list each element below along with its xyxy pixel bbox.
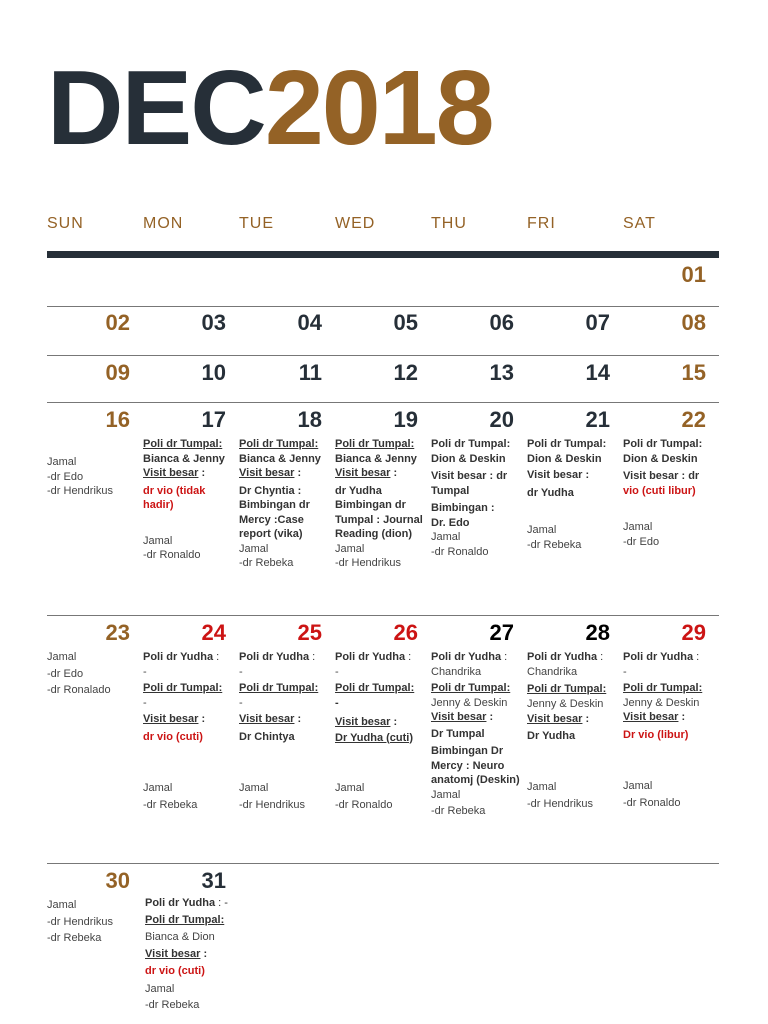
weekday-fri: FRI	[527, 215, 556, 232]
day-number: 07	[585, 310, 610, 335]
day-schedule-fri: Poli dr Yudha : Chandrika Poli dr Tumpal: Jenny & Deskin Visit besar : Dr Yudha Jamal -dr Hendrikus	[527, 651, 607, 810]
year-label: 2018	[264, 49, 493, 167]
day-number: 11	[298, 360, 322, 385]
weekday-thu: THU	[431, 215, 467, 232]
week-divider	[47, 355, 719, 356]
day-schedule-sat: Poli dr Yudha : - Poli dr Tumpal: Jenny & Deskin Visit besar : Dr vio (libur) Jamal -dr Ronaldo	[623, 651, 703, 809]
day-schedule-tue: Poli dr Tumpal: Bianca & Jenny Visit besar : Dr Chyntia : Bimbingan dr Mercy :Case report (vika) Jamal -dr Rebeka	[239, 438, 321, 569]
day-number: 21	[585, 407, 610, 432]
day-schedule-wed: Poli dr Tumpal: Bianca & Jenny Visit besar : dr Yudha Bimbingan dr Tumpal : Journal Reading (dion) Jamal -dr Hendrikus	[335, 438, 423, 569]
month-label: DEC	[47, 49, 265, 167]
day-number: 03	[201, 310, 226, 335]
day-number: 15	[681, 360, 706, 385]
day-number: 31	[201, 868, 226, 893]
day-schedule-mon: Poli dr Yudha : - Poli dr Tumpal: Bianca & Dion Visit besar : dr vio (cuti) Jamal -dr Rebeka	[145, 897, 228, 1011]
day-number: 30	[105, 868, 130, 893]
day-number: 01	[681, 262, 706, 287]
week-divider	[47, 863, 719, 864]
day-number: 19	[393, 407, 418, 432]
day-schedule-tue: Poli dr Yudha : - Poli dr Tumpal: - Visit besar : Dr Chintya Jamal -dr Hendrikus	[239, 651, 319, 811]
day-number: 22	[681, 407, 706, 432]
day-number: 18	[297, 407, 322, 432]
weekday-wed: WED	[335, 215, 376, 232]
day-number: 28	[585, 620, 610, 645]
weekday-sun: SUN	[47, 215, 84, 232]
day-number: 02	[105, 310, 130, 335]
day-number: 16	[105, 407, 130, 432]
day-number: 25	[297, 620, 322, 645]
day-schedule-wed: Poli dr Yudha : - Poli dr Tumpal: - Visit besar : Dr Yudha (cuti) Jamal -dr Ronaldo	[335, 651, 415, 811]
week-divider	[47, 306, 719, 307]
day-number: 27	[489, 620, 514, 645]
day-number: 17	[201, 407, 226, 432]
day-number: 23	[105, 620, 130, 645]
day-schedule-sun: Jamal -dr Hendrikus -dr Rebeka	[47, 899, 114, 944]
day-schedule-thu: Poli dr Yudha : Chandrika Poli dr Tumpal: Jenny & Deskin Visit besar : Dr Tumpal Bimbingan Dr Mercy : Neuro anatomj (Deskin) Jamal -dr Rebeka	[431, 651, 520, 817]
day-schedule-fri: Poli dr Tumpal: Dion & Deskin Visit besar : dr Yudha Jamal -dr Rebeka	[527, 438, 607, 551]
day-number: 04	[297, 310, 322, 335]
day-schedule-thu: Poli dr Tumpal: Dion & Deskin Visit besar : dr Tumpal Bimbingan : Dr. Edo Jamal -dr Ronaldo	[431, 438, 511, 558]
day-number: 24	[201, 620, 226, 645]
day-schedule-mon: Poli dr Tumpal: Bianca & Jenny Visit besar : dr vio (tidak hadir) Jamal -dr Ronaldo	[143, 438, 225, 561]
day-schedule-sat: Poli dr Tumpal: Dion & Deskin Visit besar : dr vio (cuti libur) Jamal -dr Edo	[623, 438, 703, 548]
day-number: 29	[681, 620, 706, 645]
week-divider	[47, 615, 719, 616]
week-divider	[47, 402, 719, 403]
day-schedule-mon: Poli dr Yudha : - Poli dr Tumpal: - Visit besar : dr vio (cuti) Jamal -dr Rebeka	[143, 651, 223, 811]
day-number: 20	[489, 407, 514, 432]
weekday-sat: SAT	[623, 215, 656, 232]
day-number: 13	[489, 360, 514, 385]
day-number: 05	[393, 310, 418, 335]
page-title	[47, 49, 493, 167]
weekday-tue: TUE	[239, 215, 274, 232]
day-number: 12	[393, 360, 418, 385]
day-number: 26	[393, 620, 418, 645]
day-schedule-sun: Jamal -dr Edo -dr Ronalado	[47, 651, 111, 696]
day-number: 08	[681, 310, 706, 335]
weekday-mon: MON	[143, 215, 184, 232]
day-number: 09	[105, 360, 130, 385]
day-schedule-sun: Jamal -dr Edo -dr Hendrikus	[47, 456, 114, 497]
day-number: 06	[489, 310, 514, 335]
day-number: 14	[585, 360, 610, 385]
day-number: 10	[201, 360, 226, 385]
header-divider	[47, 251, 719, 258]
